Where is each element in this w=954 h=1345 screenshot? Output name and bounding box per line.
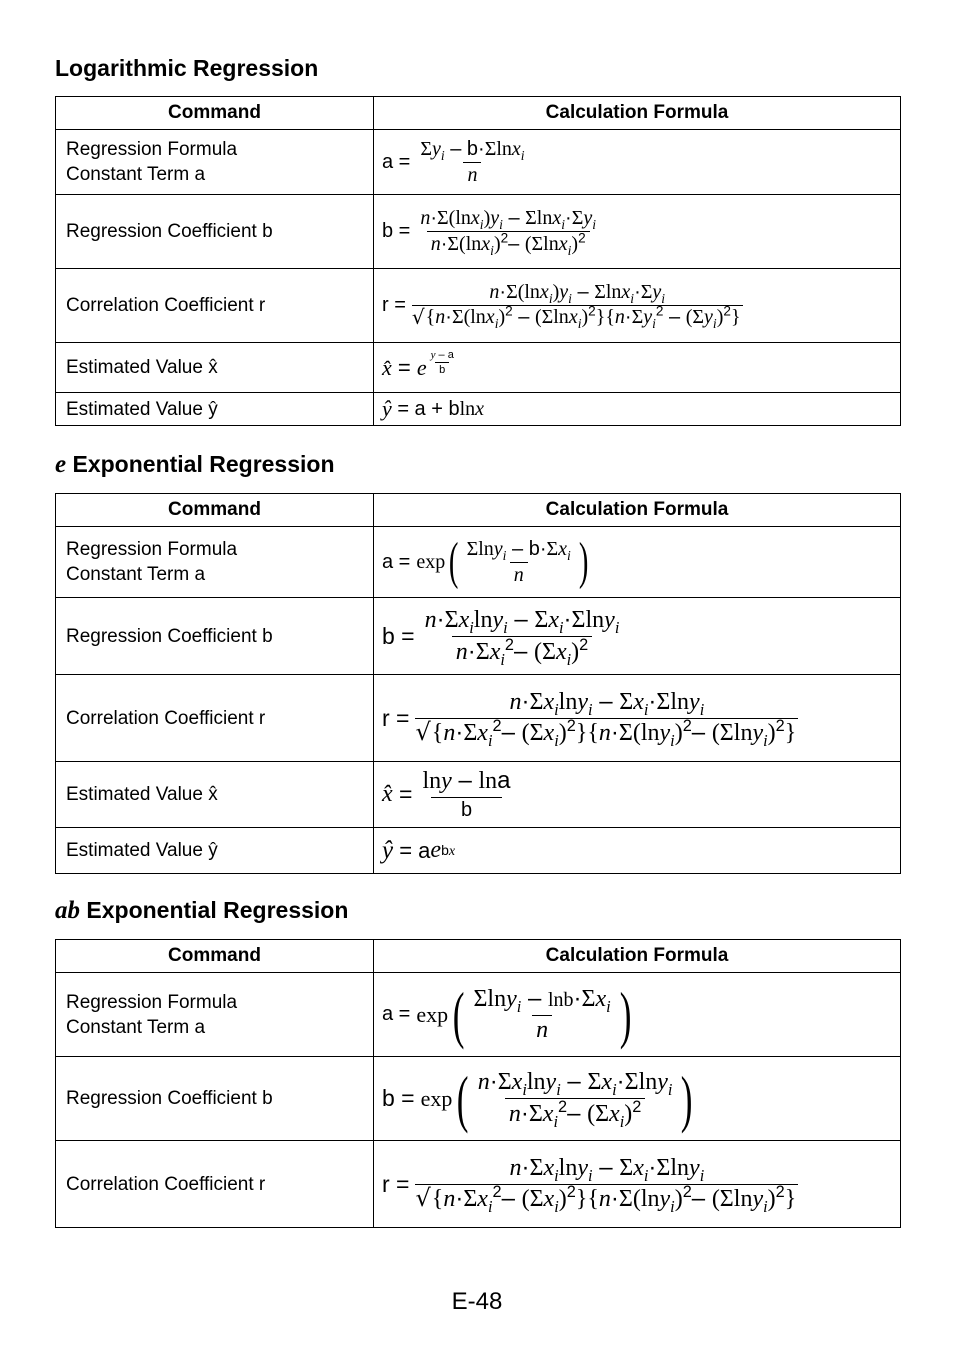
logarithmic-regression-table [55, 96, 901, 426]
formula-estimated-x: x̂ = e $\frac{y - a}{b}$ [374, 343, 901, 393]
section-title-e-exponential: e Exponential Regression [55, 451, 335, 478]
formula-header: Calculation Formula [374, 940, 901, 973]
section-title-ab-exponential: ab Exponential Regression [55, 897, 349, 924]
formula-correlation-r: r = $n\cdot\Sigma x_i\ln y_i - \Sigma x_i\cdot\Sigma\ln y_i$ √ {$n\cdot\Sigma x_i^2-$ $(\Sigma x_i)^2\}\{n\cdot\Sigma(\ln y_i)^2-$ $(\Sigma\ln y_i)^2$} [374, 1141, 901, 1228]
command-header: Command [56, 940, 374, 973]
ab-exponential-regression-table [55, 939, 901, 1228]
command-cell: Estimated Value x̂ [56, 762, 374, 828]
command-cell: Correlation Coefficient r [56, 269, 374, 343]
formula-correlation-r: r = $n\cdot\Sigma x_i\ln y_i - \Sigma x_i\cdot\Sigma\ln y_i$ √ {$n\cdot\Sigma x_i^2-$ $(\Sigma x_i)^2\}\{n\cdot\Sigma(\ln y_i)^2-$ $(\Sigma\ln y_i)^2$} [374, 675, 901, 762]
table-row [56, 1141, 901, 1228]
command-cell: Estimated Value x̂ [56, 343, 374, 393]
formula-constant-a: a = exp ( $\frac{\Sigma\ln y_i - \ln b\cdot\Sigma x_i}{n}$ ) [374, 973, 901, 1057]
formula-estimated-y: ŷ = a e bx [374, 828, 901, 874]
formula-coefficient-b: b = exp ( $\frac{n\cdot\Sigma x_i\ln y_i - \Sigma x_i\cdot\Sigma\ln y_i}{n\cdot\Sigma x_i^2- (\Sigma x_i)^2}$ ) [374, 1057, 901, 1141]
command-cell: Correlation Coefficient r [56, 1141, 374, 1228]
command-cell: Regression Formula Constant Term a [56, 130, 374, 195]
table-row [56, 195, 901, 269]
command-cell: Regression Coefficient b [56, 598, 374, 675]
command-cell: Regression Formula Constant Term a [56, 973, 374, 1057]
e-exponential-regression-table [55, 493, 901, 874]
command-cell: Estimated Value ŷ [56, 828, 374, 874]
table-row [56, 1057, 901, 1141]
formula-header: Calculation Formula [374, 97, 901, 130]
table-row [56, 762, 901, 828]
table-header-row [56, 97, 901, 130]
table-header-row [56, 940, 901, 973]
formula-estimated-y: ŷ = a + b ln x [374, 393, 901, 426]
formula-coefficient-b: b = $\frac{n\cdot\Sigma x_i\ln y_i - \Sigma x_i\cdot\Sigma\ln y_i}{n\cdot\Sigma x_i^2- (\Sigma x_i)^2}$ [374, 598, 901, 675]
table-row [56, 828, 901, 874]
page-number: E-48 [451, 1288, 503, 1315]
command-header: Command [56, 494, 374, 527]
formula-correlation-r: r = $n\cdot\Sigma(\ln x_i)y_i - \Sigma\ln x_i\cdot\Sigma y_i$ √ $\{n\cdot\Sigma(\ln x_i)^2 - (\Sigma\ln x_i)^2\}\{n\cdot\Sigma y_i^2 - (\Sigma y_i)^2\}$ [374, 269, 901, 343]
command-header: Command [56, 97, 374, 130]
command-cell: Regression Coefficient b [56, 195, 374, 269]
table-row [56, 598, 901, 675]
section-title-logarithmic: Logarithmic Regression [55, 55, 319, 81]
table-row [56, 130, 901, 195]
table-row [56, 269, 901, 343]
formula-coefficient-b: b = $\frac{n\cdot\Sigma(\ln x_i)y_i - \Sigma\ln x_i\cdot\Sigma y_i}{n\cdot\Sigma(\ln x_i)^2- (\Sigma\ln x_i)^2}$ [374, 195, 901, 269]
table-row [56, 393, 901, 426]
table-row [56, 973, 901, 1057]
command-cell: Estimated Value ŷ [56, 393, 374, 426]
table-header-row [56, 494, 901, 527]
formula-header: Calculation Formula [374, 494, 901, 527]
command-cell: Regression Coefficient b [56, 1057, 374, 1141]
formula-estimated-x: x̂ = $\frac{\ln y - \ln a}{b}$ [374, 762, 901, 828]
table-row [56, 343, 901, 393]
table-row [56, 675, 901, 762]
command-cell: Correlation Coefficient r [56, 675, 374, 762]
formula-constant-a: a = exp ( $\frac{\Sigma\ln y_i - b\cdot\Sigma x_i}{n}$ ) [374, 527, 901, 598]
command-cell: Regression Formula Constant Term a [56, 527, 374, 598]
table-row [56, 527, 901, 598]
formula-constant-a: a = $\frac{\Sigma y_i - b\cdot\Sigma\ln x_i}{n}$ [374, 130, 901, 195]
